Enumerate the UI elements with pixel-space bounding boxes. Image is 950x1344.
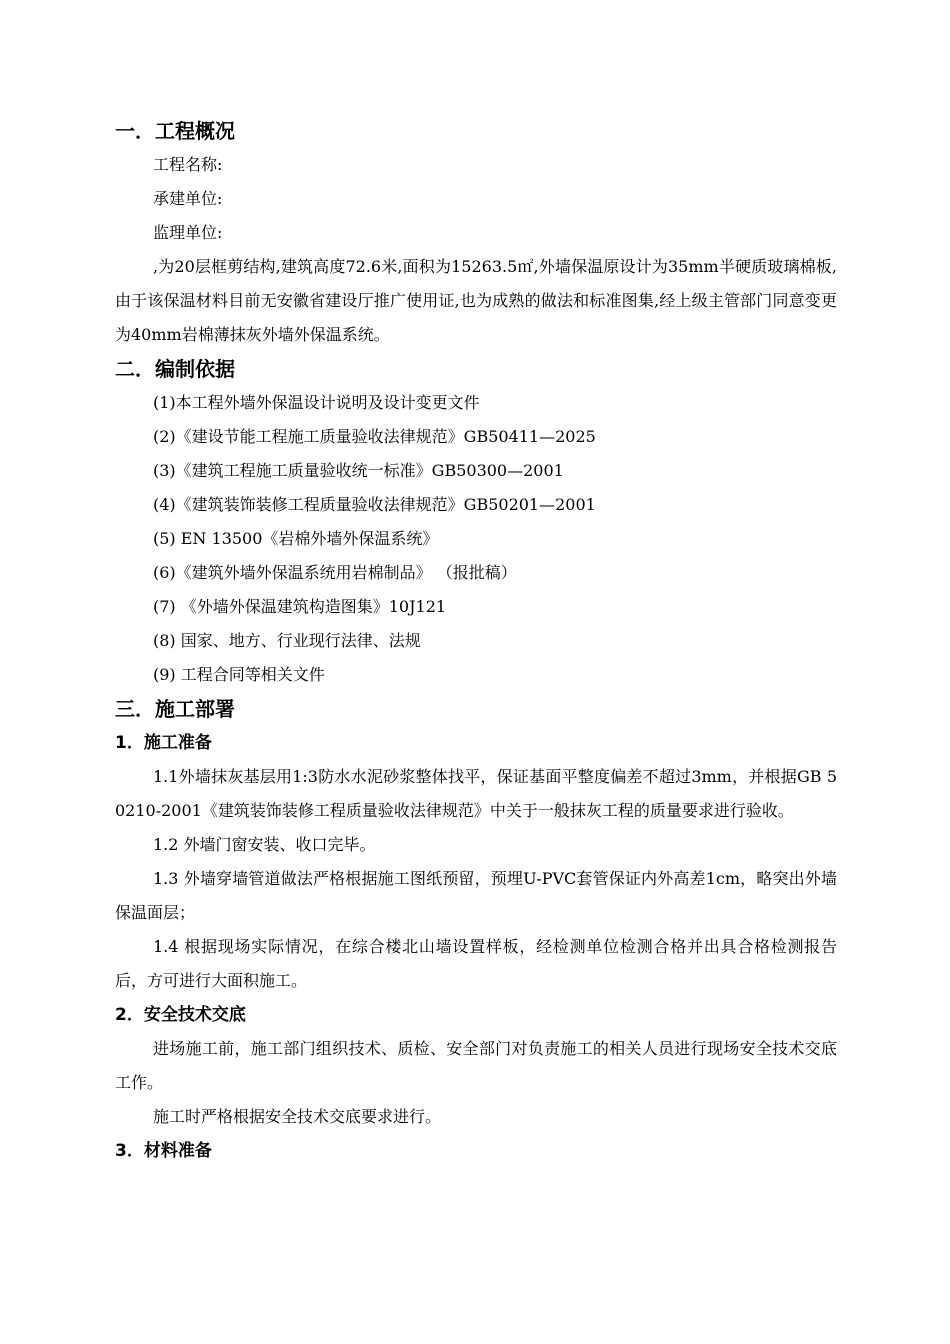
preparation-paragraph: 1.4 根据现场实际情况，在综合楼北山墙设置样板，经检测单位检测合格并出具合格检测报告后，方可进行大面积施工。 bbox=[115, 937, 837, 990]
basis-item: (7) 《外墙外保温建筑构造图集》10J121 bbox=[153, 597, 447, 616]
document-body bbox=[115, 114, 837, 1168]
subsection-heading-materials: 3．材料准备 bbox=[115, 1141, 212, 1161]
supervisor-label: 监理单位: bbox=[153, 223, 223, 242]
basis-item: (9) 工程合同等相关文件 bbox=[153, 665, 325, 684]
basis-item: (5) EN 13500《岩棉外墙外保温系统》 bbox=[153, 529, 439, 548]
basis-item: (2)《建设节能工程施工质量验收法律规范》GB50411—2025 bbox=[153, 427, 596, 446]
overview-paragraph: ,为20层框剪结构,建筑高度72.6米,面积为15263.5㎡,外墙保温原设计为35mm半硬质玻璃棉板,由于该保温材料目前无安徽省建设厅推广使用证,也为成熟的做法和标准图集,经上级主管部门同意变更为40mm岩棉薄抹灰外墙外保温系统。 bbox=[115, 257, 837, 344]
section-heading-overview: 一．工程概况 bbox=[115, 119, 235, 143]
subsection-heading-safety: 2．安全技术交底 bbox=[115, 1005, 246, 1025]
safety-paragraph: 进场施工前，施工部门组织技术、质检、安全部门对负责施工的相关人员进行现场安全技术交底工作。 bbox=[115, 1039, 837, 1092]
preparation-paragraph: 1.2 外墙门窗安装、收口完毕。 bbox=[153, 835, 376, 854]
section-heading-basis: 二．编制依据 bbox=[115, 357, 235, 381]
contractor-label: 承建单位: bbox=[153, 189, 223, 208]
basis-item: (8) 国家、地方、行业现行法律、法规 bbox=[153, 631, 421, 650]
preparation-paragraph: 1.1外墙抹灰基层用1:3防水水泥砂浆整体找平，保证基面平整度偏差不超过3mm，并根据GB 50210-2001《建筑装饰装修工程质量验收法律规范》中关于一般抹灰工程的质量要求进行验收。 bbox=[115, 767, 837, 820]
subsection-heading-preparation: 1．施工准备 bbox=[115, 733, 212, 753]
basis-item: (3)《建筑工程施工质量验收统一标准》GB50300—2001 bbox=[153, 461, 564, 480]
preparation-paragraph: 1.3 外墙穿墙管道做法严格根据施工图纸预留，预埋U-PVC套管保证内外高差1cm，略突出外墙保温面层； bbox=[115, 869, 837, 922]
basis-item: (4)《建筑装饰装修工程质量验收法律规范》GB50201—2001 bbox=[153, 495, 596, 514]
basis-item: (6)《建筑外墙外保温系统用岩棉制品》 （报批稿） bbox=[153, 563, 517, 582]
safety-paragraph: 施工时严格根据安全技术交底要求进行。 bbox=[153, 1107, 442, 1126]
project-name-label: 工程名称: bbox=[153, 155, 223, 174]
basis-item: (1)本工程外墙外保温设计说明及设计变更文件 bbox=[153, 393, 480, 412]
section-heading-deployment: 三．施工部署 bbox=[115, 697, 235, 721]
